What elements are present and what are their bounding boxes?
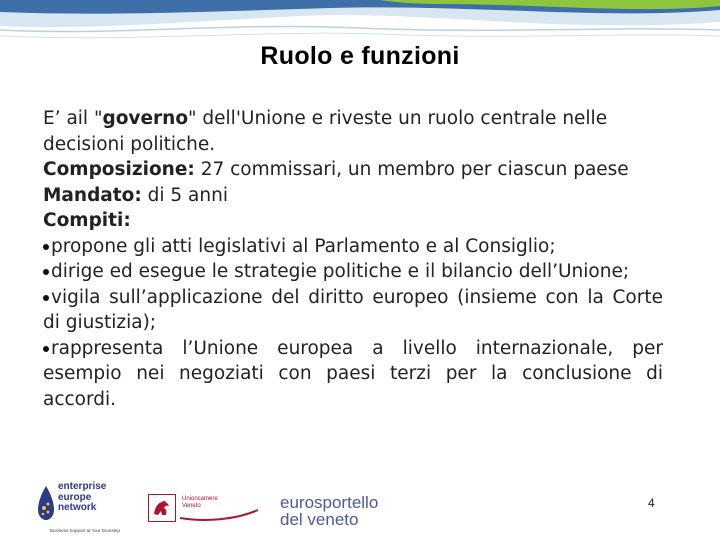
bullet-icon: [43, 295, 49, 301]
een-line: network: [58, 502, 97, 513]
enterprise-europe-network-logo: [36, 478, 132, 534]
unioncamere-line: Veneto: [182, 503, 201, 509]
task-item: [43, 259, 663, 285]
task-text: propone gli atti legislativi al Parlamento e al Consiglio;: [51, 235, 556, 257]
task-item: [43, 234, 663, 260]
mandate-text: di 5 anni: [141, 184, 228, 206]
slide-body: [43, 106, 663, 412]
mandate-line: [43, 183, 663, 209]
footer: [0, 470, 720, 540]
lion-seal-icon: [148, 494, 176, 522]
intro-paragraph: [43, 106, 663, 157]
intro-suffix: " dell'Unione e riveste un ruolo centrale nelle decisioni politiche.: [43, 108, 608, 155]
tasks-label: Compiti:: [43, 210, 131, 231]
tasks-heading: [43, 208, 663, 234]
composition-label: Composizione:: [43, 159, 195, 180]
een-drop-icon: [36, 484, 56, 524]
slide-title: Ruolo e funzioni: [260, 42, 460, 70]
een-line: europe: [58, 491, 92, 503]
red-swoosh-graphic: [180, 508, 260, 524]
task-text: vigila sull’applicazione del diritto europeo (insieme con la Corte di giustizia);: [43, 286, 663, 333]
task-text: dirige ed esegue le strategie politiche e il bilancio dell’Unione;: [51, 261, 630, 282]
task-text: rappresenta l’Unione europea a livello internazionale, per esempio nei negoziati con paesi terzi per la conclusione di accordi.: [43, 337, 663, 410]
bullet-icon: [43, 244, 49, 250]
intro-bold-word: governo: [102, 108, 189, 129]
intro-prefix: E’ ail ": [43, 108, 103, 129]
composition-line: [43, 157, 663, 183]
mandate-label: Mandato:: [43, 184, 142, 206]
een-line: enterprise: [58, 481, 107, 492]
task-item: [43, 285, 663, 336]
eurosportello-veneto-logo: [280, 494, 378, 528]
task-item: [43, 336, 663, 413]
lion-emblem-icon: [149, 495, 174, 520]
een-tagline: Business Support at Your Doorstep: [50, 528, 121, 533]
composition-text: 27 commissari, un membro per ciascun paese: [194, 159, 629, 180]
eurosportello-line: del veneto: [280, 510, 359, 529]
een-wordmark: [58, 482, 106, 514]
page-number: 4: [648, 496, 655, 510]
eurosportello-line: eurosportello: [280, 493, 379, 512]
bullet-icon: [43, 346, 49, 352]
bullet-icon: [43, 269, 49, 275]
unioncamere-veneto-logo: [148, 494, 258, 528]
unioncamere-line: Unioncamere: [182, 496, 218, 502]
